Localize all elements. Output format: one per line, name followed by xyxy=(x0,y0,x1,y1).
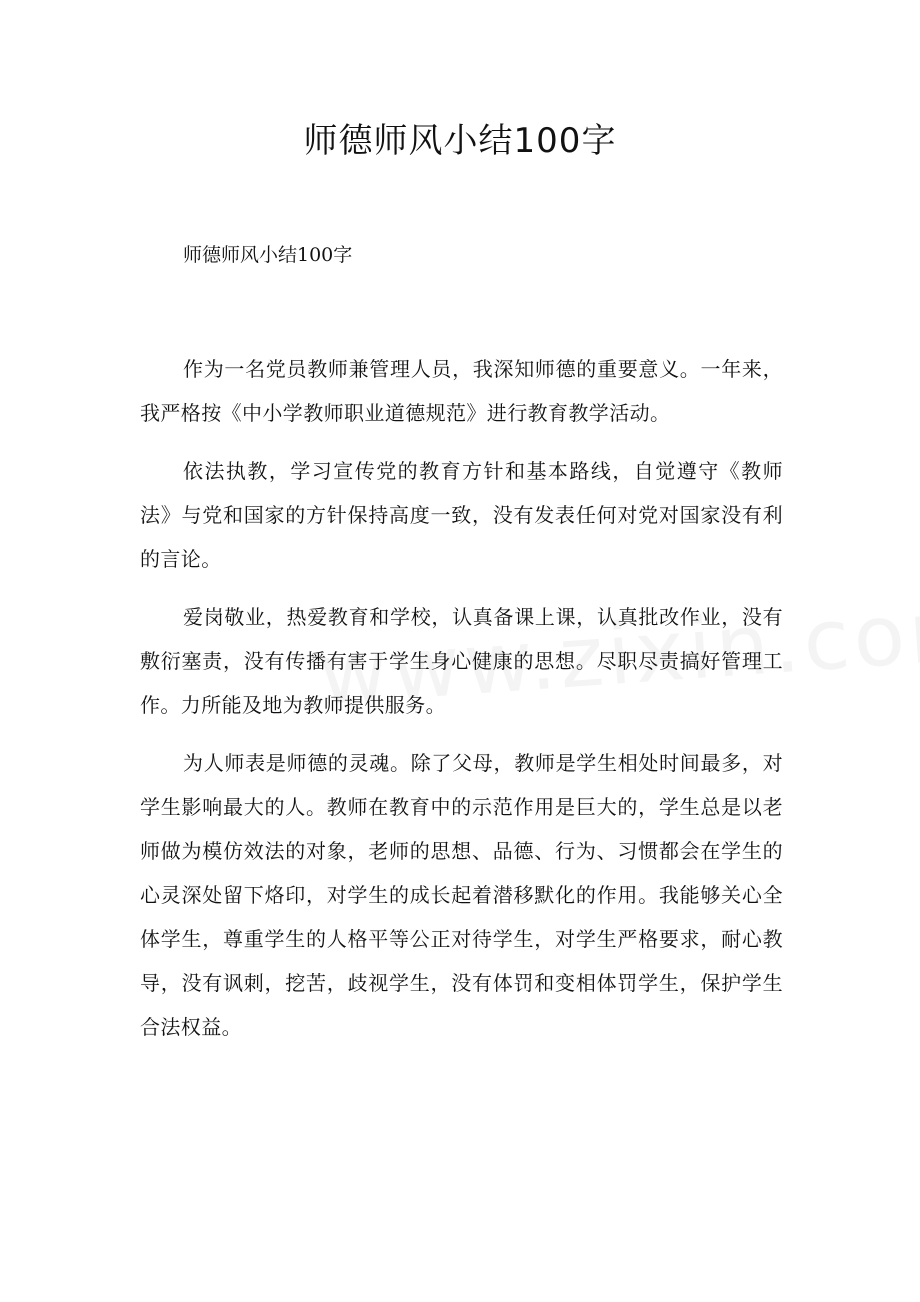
document-title: 师德师风小结100字 xyxy=(303,121,617,161)
paragraph-2: 依法执教，学习宣传党的教育方针和基本路线，自觉遵守《教师法》与党和国家的方针保持高度一致，没有发表任何对党对国家没有利的言论。 xyxy=(140,459,783,571)
document-body xyxy=(140,347,783,1063)
document-subtitle: 师德师风小结100字 xyxy=(183,244,353,266)
paragraph-4: 为人师表是师德的灵魂。除了父母，教师是学生相处时间最多，对学生影响最大的人。教师在教育中的示范作用是巨大的，学生总是以老师做为模仿效法的对象，老师的思想、品德、行为、习惯都会在学生的心灵深处留下烙印，对学生的成长起着潜移默化的作用。我能够关心全体学生，尊重学生的人格平等公正对待学生，对学生严格要求，耐心教导，没有讽刺，挖苦，歧视学生，没有体罚和变相体罚学生，保护学生合法权益。 xyxy=(140,751,783,1039)
paragraph-1: 作为一名党员教师兼管理人员，我深知师德的重要意义。一年来，我严格按《中小学教师职业道德规范》进行教育教学活动。 xyxy=(140,357,783,425)
paragraph-3: 爱岗敬业，热爱教育和学校，认真备课上课，认真批改作业，没有敷衍塞责，没有传播有害于学生身心健康的思想。尽职尽责搞好管理工作。力所能及地为教师提供服务。 xyxy=(140,605,783,717)
